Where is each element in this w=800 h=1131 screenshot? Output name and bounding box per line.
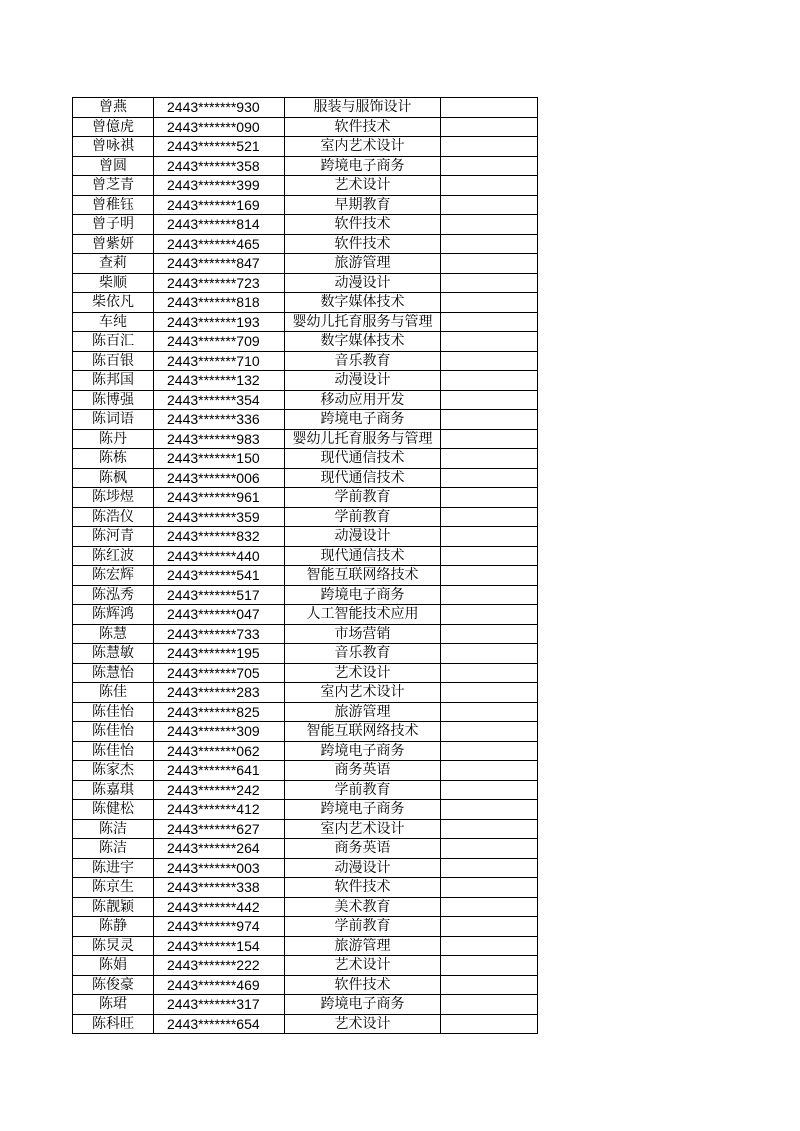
student-name-cell: 陈慧敏 (73, 644, 154, 664)
student-name-cell: 曾燕 (73, 98, 154, 118)
student-name-cell: 陈家杰 (73, 761, 154, 781)
table-row (73, 819, 538, 839)
student-name-cell: 陈泓秀 (73, 585, 154, 605)
student-id-cell: 2443*******309 (154, 722, 285, 742)
empty-cell (441, 371, 538, 391)
table-row (73, 215, 538, 235)
student-name-cell: 陈慧 (73, 624, 154, 644)
student-name-cell: 陈百汇 (73, 332, 154, 352)
table-row (73, 975, 538, 995)
student-id-cell: 2443*******469 (154, 975, 285, 995)
table-row (73, 741, 538, 761)
empty-cell (441, 488, 538, 508)
major-cell: 学前教育 (285, 780, 441, 800)
table-row (73, 663, 538, 683)
student-table (72, 97, 538, 1034)
table-row (73, 936, 538, 956)
student-name-cell: 查莉 (73, 254, 154, 274)
table-row (73, 273, 538, 293)
student-id-cell: 2443*******399 (154, 176, 285, 196)
empty-cell (441, 351, 538, 371)
major-cell: 跨境电子商务 (285, 410, 441, 430)
student-id-cell: 2443*******710 (154, 351, 285, 371)
student-name-cell: 曾稚钰 (73, 195, 154, 215)
major-cell: 婴幼儿托育服务与管理 (285, 312, 441, 332)
student-name-cell: 陈京生 (73, 878, 154, 898)
major-cell: 动漫设计 (285, 371, 441, 391)
table-row (73, 137, 538, 157)
student-id-cell: 2443*******222 (154, 956, 285, 976)
empty-cell (441, 858, 538, 878)
empty-cell (441, 702, 538, 722)
student-name-cell: 陈慧怡 (73, 663, 154, 683)
major-cell: 市场营销 (285, 624, 441, 644)
student-name-cell: 曾子明 (73, 215, 154, 235)
major-cell: 软件技术 (285, 975, 441, 995)
student-name-cell: 陈辉鸿 (73, 605, 154, 625)
empty-cell (441, 254, 538, 274)
student-name-cell: 陈词语 (73, 410, 154, 430)
student-id-cell: 2443*******641 (154, 761, 285, 781)
empty-cell (441, 312, 538, 332)
student-id-cell: 2443*******354 (154, 390, 285, 410)
empty-cell (441, 156, 538, 176)
empty-cell (441, 234, 538, 254)
major-cell: 跨境电子商务 (285, 585, 441, 605)
table-row (73, 839, 538, 859)
table-row (73, 605, 538, 625)
table-row (73, 917, 538, 937)
table-row (73, 624, 538, 644)
empty-cell (441, 644, 538, 664)
empty-cell (441, 780, 538, 800)
student-name-cell: 陈佳怡 (73, 741, 154, 761)
table-row (73, 683, 538, 703)
table-row (73, 234, 538, 254)
empty-cell (441, 527, 538, 547)
student-name-cell: 曾芝青 (73, 176, 154, 196)
student-name-cell: 曾圆 (73, 156, 154, 176)
major-cell: 室内艺术设计 (285, 819, 441, 839)
major-cell: 室内艺术设计 (285, 683, 441, 703)
student-name-cell: 车纯 (73, 312, 154, 332)
major-cell: 美术教育 (285, 897, 441, 917)
student-id-cell: 2443*******003 (154, 858, 285, 878)
major-cell: 艺术设计 (285, 956, 441, 976)
major-cell: 艺术设计 (285, 663, 441, 683)
major-cell: 学前教育 (285, 488, 441, 508)
empty-cell (441, 117, 538, 137)
major-cell: 现代通信技术 (285, 468, 441, 488)
table-row (73, 585, 538, 605)
student-id-cell: 2443*******465 (154, 234, 285, 254)
empty-cell (441, 917, 538, 937)
student-name-cell: 陈佳怡 (73, 702, 154, 722)
student-id-cell: 2443*******283 (154, 683, 285, 703)
major-cell: 服装与服饰设计 (285, 98, 441, 118)
student-id-cell: 2443*******195 (154, 644, 285, 664)
major-cell: 跨境电子商务 (285, 800, 441, 820)
student-name-cell: 柴依凡 (73, 293, 154, 313)
student-name-cell: 陈宏辉 (73, 566, 154, 586)
student-id-cell: 2443*******733 (154, 624, 285, 644)
empty-cell (441, 1014, 538, 1034)
student-id-cell: 2443*******818 (154, 293, 285, 313)
table-row (73, 390, 538, 410)
student-id-cell: 2443*******242 (154, 780, 285, 800)
empty-cell (441, 975, 538, 995)
major-cell: 旅游管理 (285, 254, 441, 274)
empty-cell (441, 722, 538, 742)
empty-cell (441, 566, 538, 586)
major-cell: 移动应用开发 (285, 390, 441, 410)
empty-cell (441, 390, 538, 410)
table-row (73, 293, 538, 313)
table-row (73, 176, 538, 196)
major-cell: 商务英语 (285, 761, 441, 781)
major-cell: 软件技术 (285, 878, 441, 898)
student-name-cell: 曾億虎 (73, 117, 154, 137)
major-cell: 早期教育 (285, 195, 441, 215)
major-cell: 跨境电子商务 (285, 741, 441, 761)
major-cell: 跨境电子商务 (285, 995, 441, 1015)
table-row (73, 780, 538, 800)
student-name-cell: 陈栋 (73, 449, 154, 469)
student-name-cell: 陈静 (73, 917, 154, 937)
empty-cell (441, 800, 538, 820)
student-name-cell: 陈科旺 (73, 1014, 154, 1034)
student-name-cell: 曾咏祺 (73, 137, 154, 157)
empty-cell (441, 410, 538, 430)
table-row (73, 449, 538, 469)
student-name-cell: 陈靓颖 (73, 897, 154, 917)
student-id-cell: 2443*******359 (154, 507, 285, 527)
empty-cell (441, 215, 538, 235)
student-name-cell: 陈洁 (73, 839, 154, 859)
empty-cell (441, 546, 538, 566)
empty-cell (441, 429, 538, 449)
table-row (73, 644, 538, 664)
table-row (73, 761, 538, 781)
student-id-cell: 2443*******541 (154, 566, 285, 586)
table-row (73, 878, 538, 898)
empty-cell (441, 624, 538, 644)
table-row (73, 546, 538, 566)
empty-cell (441, 273, 538, 293)
major-cell: 智能互联网络技术 (285, 722, 441, 742)
major-cell: 旅游管理 (285, 936, 441, 956)
student-id-cell: 2443*******047 (154, 605, 285, 625)
major-cell: 跨境电子商务 (285, 156, 441, 176)
student-id-cell: 2443*******832 (154, 527, 285, 547)
student-id-cell: 2443*******442 (154, 897, 285, 917)
table-body (73, 98, 538, 1034)
student-id-cell: 2443*******150 (154, 449, 285, 469)
student-name-cell: 陈嘉琪 (73, 780, 154, 800)
student-id-cell: 2443*******961 (154, 488, 285, 508)
empty-cell (441, 878, 538, 898)
student-name-cell: 陈丹 (73, 429, 154, 449)
empty-cell (441, 897, 538, 917)
empty-cell (441, 585, 538, 605)
empty-cell (441, 936, 538, 956)
major-cell: 艺术设计 (285, 1014, 441, 1034)
major-cell: 现代通信技术 (285, 546, 441, 566)
student-id-cell: 2443*******264 (154, 839, 285, 859)
major-cell: 动漫设计 (285, 273, 441, 293)
table-row (73, 156, 538, 176)
student-id-cell: 2443*******517 (154, 585, 285, 605)
student-name-cell: 陈博强 (73, 390, 154, 410)
empty-cell (441, 741, 538, 761)
empty-cell (441, 995, 538, 1015)
student-id-cell: 2443*******132 (154, 371, 285, 391)
student-name-cell: 陈浩仪 (73, 507, 154, 527)
table-row (73, 527, 538, 547)
major-cell: 学前教育 (285, 507, 441, 527)
empty-cell (441, 819, 538, 839)
empty-cell (441, 176, 538, 196)
table-row (73, 1014, 538, 1034)
table-row (73, 195, 538, 215)
empty-cell (441, 761, 538, 781)
table-row (73, 98, 538, 118)
student-id-cell: 2443*******825 (154, 702, 285, 722)
student-id-cell: 2443*******627 (154, 819, 285, 839)
student-id-cell: 2443*******336 (154, 410, 285, 430)
student-name-cell: 陈埗煜 (73, 488, 154, 508)
empty-cell (441, 137, 538, 157)
major-cell: 音乐教育 (285, 351, 441, 371)
student-id-cell: 2443*******090 (154, 117, 285, 137)
student-name-cell: 陈佳 (73, 683, 154, 703)
table-row (73, 488, 538, 508)
student-id-cell: 2443*******358 (154, 156, 285, 176)
empty-cell (441, 332, 538, 352)
student-name-cell: 陈洁 (73, 819, 154, 839)
table-row (73, 254, 538, 274)
student-name-cell: 陈枫 (73, 468, 154, 488)
table-row (73, 468, 538, 488)
student-id-cell: 2443*******847 (154, 254, 285, 274)
student-id-cell: 2443*******062 (154, 741, 285, 761)
major-cell: 动漫设计 (285, 858, 441, 878)
empty-cell (441, 605, 538, 625)
student-id-cell: 2443*******412 (154, 800, 285, 820)
student-name-cell: 陈炅灵 (73, 936, 154, 956)
major-cell: 音乐教育 (285, 644, 441, 664)
table-row (73, 800, 538, 820)
student-name-cell: 陈娟 (73, 956, 154, 976)
major-cell: 室内艺术设计 (285, 137, 441, 157)
empty-cell (441, 98, 538, 118)
student-id-cell: 2443*******709 (154, 332, 285, 352)
table-row (73, 566, 538, 586)
student-name-cell: 曾紫妍 (73, 234, 154, 254)
student-id-cell: 2443*******440 (154, 546, 285, 566)
student-name-cell: 陈进宇 (73, 858, 154, 878)
table-row (73, 117, 538, 137)
student-id-cell: 2443*******974 (154, 917, 285, 937)
student-id-cell: 2443*******521 (154, 137, 285, 157)
empty-cell (441, 293, 538, 313)
student-id-cell: 2443*******154 (154, 936, 285, 956)
student-name-cell: 柴顺 (73, 273, 154, 293)
empty-cell (441, 195, 538, 215)
major-cell: 旅游管理 (285, 702, 441, 722)
student-id-cell: 2443*******006 (154, 468, 285, 488)
student-name-cell: 陈健松 (73, 800, 154, 820)
major-cell: 婴幼儿托育服务与管理 (285, 429, 441, 449)
table-row (73, 332, 538, 352)
major-cell: 动漫设计 (285, 527, 441, 547)
major-cell: 学前教育 (285, 917, 441, 937)
major-cell: 智能互联网络技术 (285, 566, 441, 586)
table-row (73, 429, 538, 449)
student-id-cell: 2443*******814 (154, 215, 285, 235)
major-cell: 现代通信技术 (285, 449, 441, 469)
student-id-cell: 2443*******654 (154, 1014, 285, 1034)
student-name-cell: 陈佳怡 (73, 722, 154, 742)
empty-cell (441, 507, 538, 527)
table-row (73, 956, 538, 976)
student-name-cell: 陈俊豪 (73, 975, 154, 995)
major-cell: 人工智能技术应用 (285, 605, 441, 625)
table-row (73, 312, 538, 332)
major-cell: 软件技术 (285, 117, 441, 137)
empty-cell (441, 663, 538, 683)
major-cell: 商务英语 (285, 839, 441, 859)
table-row (73, 722, 538, 742)
student-id-cell: 2443*******983 (154, 429, 285, 449)
student-id-cell: 2443*******193 (154, 312, 285, 332)
table-row (73, 351, 538, 371)
empty-cell (441, 839, 538, 859)
major-cell: 数字媒体技术 (285, 293, 441, 313)
student-id-cell: 2443*******169 (154, 195, 285, 215)
student-id-cell: 2443*******317 (154, 995, 285, 1015)
table-row (73, 897, 538, 917)
major-cell: 艺术设计 (285, 176, 441, 196)
empty-cell (441, 683, 538, 703)
student-id-cell: 2443*******705 (154, 663, 285, 683)
empty-cell (441, 468, 538, 488)
student-name-cell: 陈百银 (73, 351, 154, 371)
empty-cell (441, 449, 538, 469)
table-row (73, 371, 538, 391)
table-row (73, 858, 538, 878)
table-row (73, 702, 538, 722)
student-id-cell: 2443*******338 (154, 878, 285, 898)
table-row (73, 507, 538, 527)
student-name-cell: 陈河青 (73, 527, 154, 547)
student-name-cell: 陈珺 (73, 995, 154, 1015)
student-name-cell: 陈红波 (73, 546, 154, 566)
major-cell: 软件技术 (285, 234, 441, 254)
student-name-cell: 陈邦国 (73, 371, 154, 391)
table-row (73, 995, 538, 1015)
empty-cell (441, 956, 538, 976)
student-id-cell: 2443*******723 (154, 273, 285, 293)
major-cell: 软件技术 (285, 215, 441, 235)
major-cell: 数字媒体技术 (285, 332, 441, 352)
table-row (73, 410, 538, 430)
student-id-cell: 2443*******930 (154, 98, 285, 118)
